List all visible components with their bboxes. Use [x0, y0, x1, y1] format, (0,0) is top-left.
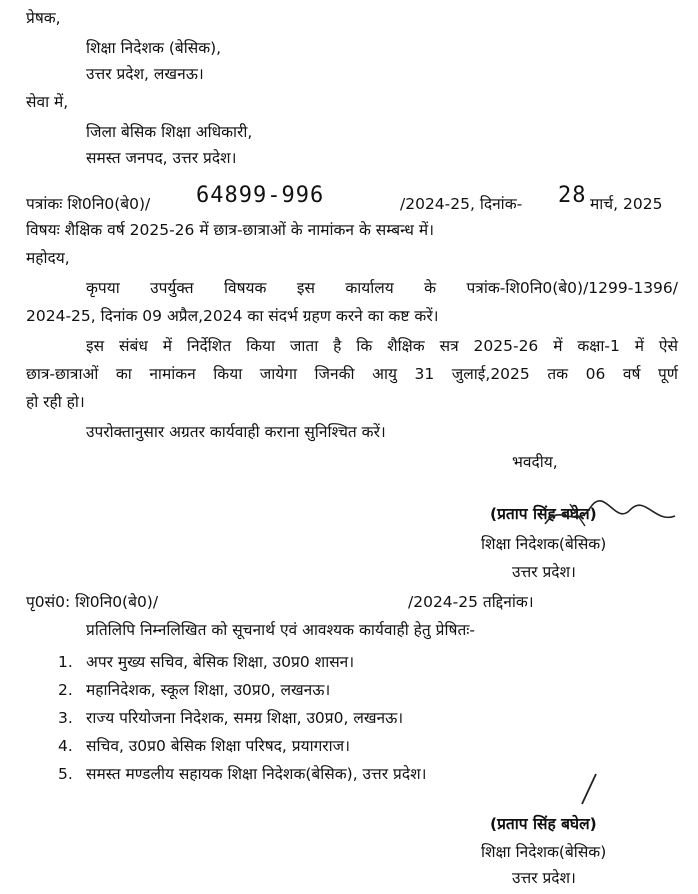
list-item: महानिदेशक, स्कूल शिक्षा, उ0प्र0, लखनऊ।	[86, 681, 331, 699]
list-item-number: 1.	[58, 653, 73, 671]
signature-1-place: उत्तर प्रदेश।	[512, 563, 576, 581]
list-item-number: 5.	[58, 765, 73, 783]
subject-line: विषयः शैक्षिक वर्ष 2025-26 में छात्र-छात्राओं के नामांकन के सम्बन्ध में।	[26, 221, 435, 239]
signature-1-name: (प्रताप सिंह बघेल)	[490, 505, 597, 523]
from-line-1: शिक्षा निदेशक (बेसिक),	[86, 39, 222, 57]
closing: भवदीय,	[512, 453, 558, 471]
salutation: महोदय,	[26, 249, 70, 267]
signature-2-place: उत्तर प्रदेश।	[512, 869, 576, 887]
ref-handwritten-number: 64899-996	[196, 183, 325, 208]
list-item-number: 3.	[58, 709, 73, 727]
from-label: प्रेषक,	[26, 9, 61, 27]
copy-ref-right: /2024-25 तद्दिनांक।	[408, 593, 534, 611]
copy-ref-left: पृ0सं0: शि0नि0(बे0)/	[26, 593, 159, 611]
body-p3: उपरोक्तानुसार अग्रतर कार्यवाही कराना सुनिश्चित करें।	[86, 423, 386, 441]
body-p2-line1: इस संबंध में निर्देशित किया जाता है कि शैक्षिक सत्र 2025-26 में कक्षा-1 में ऐसे	[86, 337, 678, 355]
ref-prefix: पत्रांकः शि0नि0(बे0)/	[26, 195, 151, 213]
copy-intro: प्रतिलिपि निम्नलिखित को सूचनार्थ एवं आवश्यक कार्यवाही हेतु प्रेषितः-	[86, 621, 476, 639]
signature-2-title: शिक्षा निदेशक(बेसिक)	[481, 843, 607, 861]
body-p1-line2: 2024-25, दिनांक 09 अप्रैल,2024 का संदर्भ ग्रहण करने का कष्ट करें।	[26, 307, 439, 325]
signature-1-title: शिक्षा निदेशक(बेसिक)	[481, 535, 607, 553]
from-line-2: उत्तर प्रदेश, लखनऊ।	[86, 65, 204, 83]
body-p2-line3: हो रही हो।	[26, 393, 85, 411]
signature-2-name: (प्रताप सिंह बघेल)	[490, 815, 597, 833]
list-item: राज्य परियोजना निदेशक, समग्र शिक्षा, उ0प्र0, लखनऊ।	[86, 709, 404, 727]
ref-suffix: /2024-25, दिनांक-	[400, 195, 523, 213]
to-line-2: समस्त जनपद, उत्तर प्रदेश।	[86, 149, 237, 167]
to-line-1: जिला बेसिक शिक्षा अधिकारी,	[86, 123, 253, 141]
body-p2-line2: छात्र-छात्राओं का नामांकन किया जायेगा जिनकी आयु 31 जुलाई,2025 तक 06 वर्ष पूर्ण	[26, 365, 678, 383]
list-item: सचिव, उ0प्र0 बेसिक शिक्षा परिषद, प्रयागराज।	[86, 737, 351, 755]
ref-handwritten-day: 28	[558, 183, 587, 208]
list-item: समस्त मण्डलीय सहायक शिक्षा निदेशक(बेसिक), उत्तर प्रदेश।	[86, 765, 427, 783]
body-p1-line1: कृपया उपर्युक्त विषयक इस कार्यालय के पत्रांक-शि0नि0(बे0)/1299-1396/	[86, 279, 678, 297]
ref-date-tail: मार्च, 2025	[590, 195, 663, 213]
list-item: अपर मुख्य सचिव, बेसिक शिक्षा, उ0प्र0 शासन।	[86, 653, 355, 671]
list-item-number: 4.	[58, 737, 73, 755]
list-item-number: 2.	[58, 681, 73, 699]
to-label: सेवा में,	[26, 93, 69, 111]
handwritten-initial-mark	[574, 770, 604, 808]
handwritten-signature-1	[540, 496, 680, 536]
